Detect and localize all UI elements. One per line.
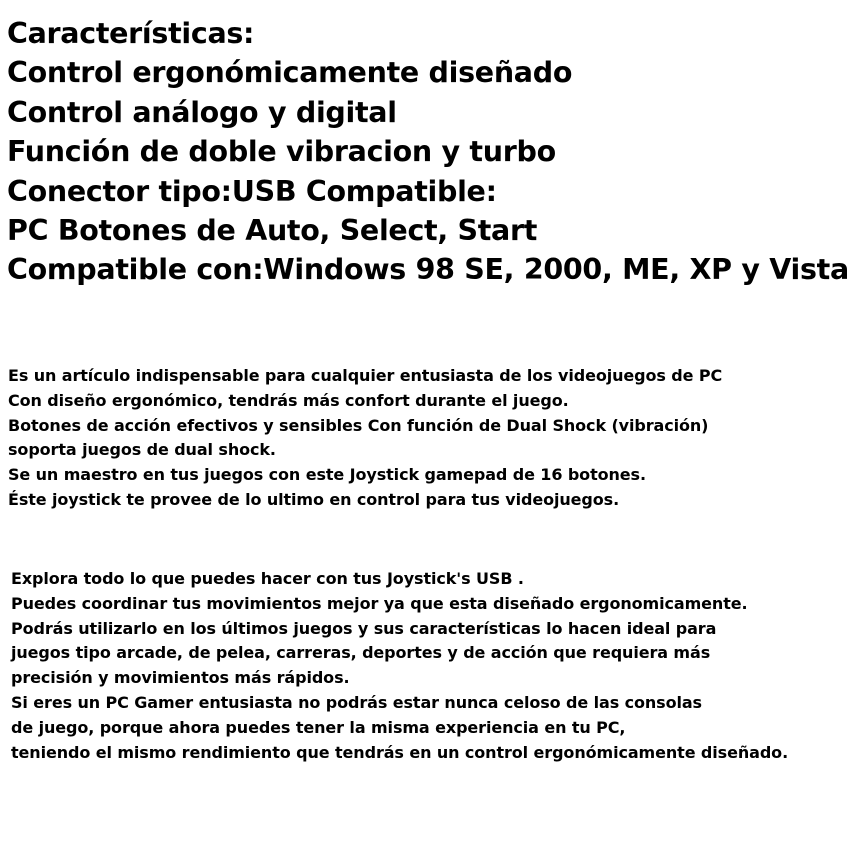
feature-item-analog-digital: Control análogo y digital — [7, 95, 397, 129]
features-heading: Características: — [7, 17, 255, 50]
paragraph-line: Podrás utilizarlo en los últimos juegos y sus características lo hacen ideal para — [11, 618, 717, 638]
paragraph-line: juegos tipo arcade, de pelea, carreras, deportes y de acción que requiera más — [11, 643, 711, 663]
paragraph-line: teniendo el mismo rendimiento que tendrás en un control ergonómicamente diseñado. — [11, 742, 789, 762]
feature-item-vibration-turbo: Función de doble vibracion y turbo — [7, 135, 556, 169]
paragraph-line: Éste joystick te provee de lo ultimo en control para tus videojuegos. — [8, 489, 620, 509]
description-paragraph-2 — [11, 567, 788, 765]
paragraph-line: Si eres un PC Gamer entusiasta no podrás estar nunca celoso de las consolas — [11, 692, 702, 712]
features-list — [7, 14, 849, 290]
feature-item-ergonomic: Control ergonómicamente diseñado — [7, 56, 573, 90]
paragraph-line: Explora todo lo que puedes hacer con tus Joystick's USB . — [11, 569, 524, 588]
paragraph-line: de juego, porque ahora puedes tener la misma experiencia en tu PC, — [11, 717, 626, 737]
paragraph-line: soporta juegos de dual shock. — [8, 440, 276, 460]
paragraph-line: Es un artículo indispensable para cualquier entusiasta de los videojuegos de PC — [8, 366, 723, 385]
paragraph-line: Puedes coordinar tus movimientos mejor ya que esta diseñado ergonomicamente. — [11, 593, 748, 613]
description-paragraph-1 — [8, 364, 722, 513]
feature-item-compatibility: Compatible con:Windows 98 SE, 2000, ME, XP y Vista — [7, 253, 849, 287]
paragraph-line: Botones de acción efectivos y sensibles Con función de Dual Shock (vibración) — [8, 415, 709, 435]
paragraph-line: Se un maestro en tus juegos con este Joystick gamepad de 16 botones. — [8, 465, 646, 485]
feature-item-connector: Conector tipo:USB Compatible: — [7, 174, 497, 208]
paragraph-line: precisión y movimientos más rápidos. — [11, 668, 350, 688]
feature-item-buttons: PC Botones de Auto, Select, Start — [7, 213, 538, 247]
paragraph-line: Con diseño ergonómico, tendrás más confort durante el juego. — [8, 390, 569, 410]
